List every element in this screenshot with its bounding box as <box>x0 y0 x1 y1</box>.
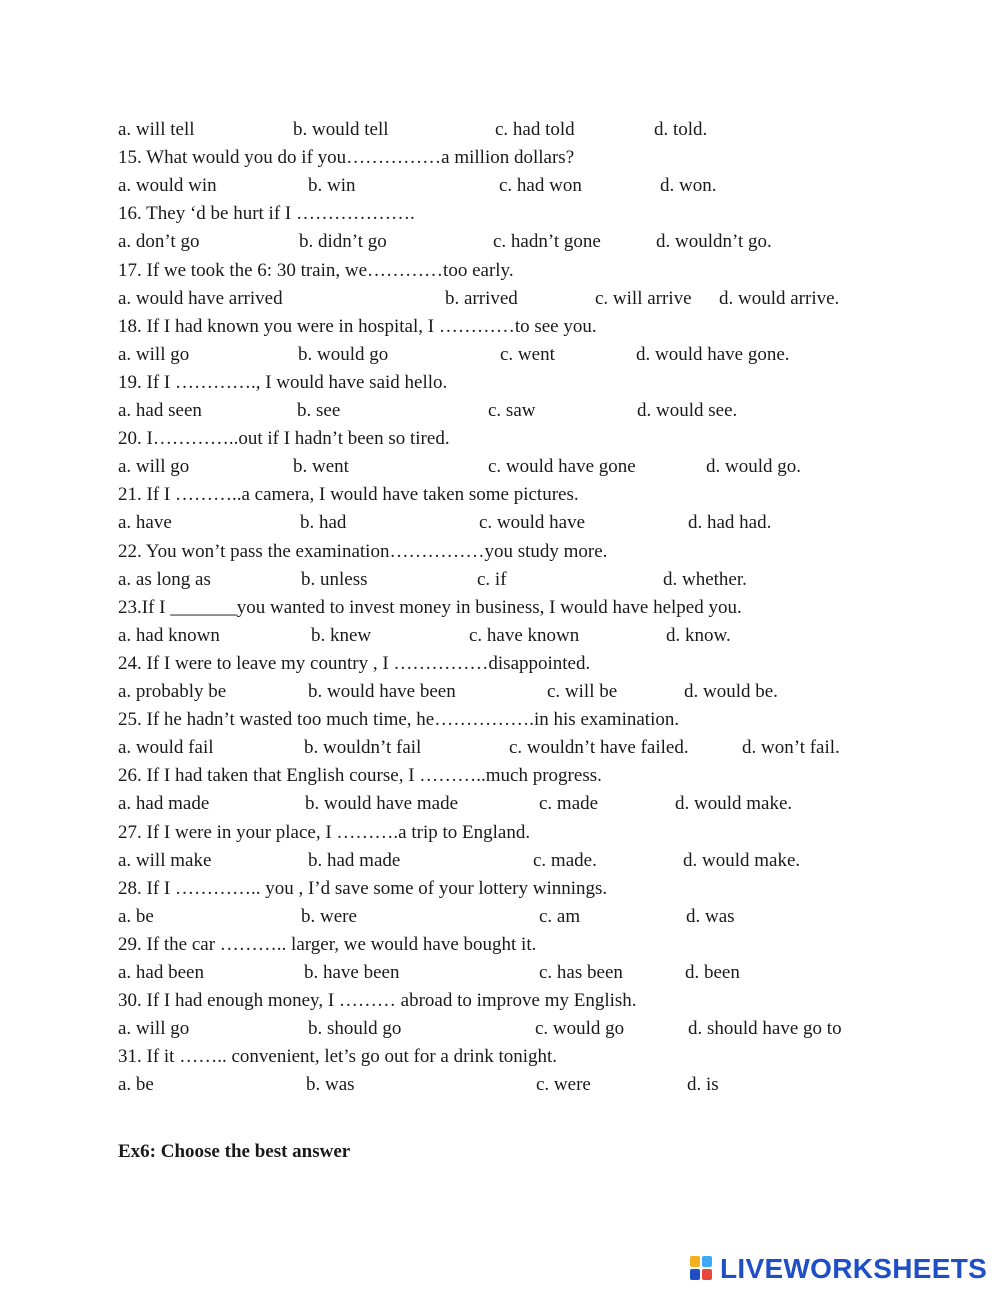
answer-option[interactable]: b. went <box>293 456 349 478</box>
answer-option[interactable]: d. won’t fail. <box>742 737 840 759</box>
answer-option[interactable]: c. had won <box>499 175 582 197</box>
question-text: 30. If I had enough money, I ……… abroad to improve my English. <box>118 990 637 1012</box>
question-text: 28. If I ………….. you , I’d save some of your lottery winnings. <box>118 877 608 899</box>
answer-option[interactable]: b. were <box>301 905 357 927</box>
answer-options-row <box>118 228 898 256</box>
answer-options-row <box>118 285 898 313</box>
answer-option[interactable]: b. knew <box>311 624 372 646</box>
answer-option[interactable]: b. didn’t go <box>299 231 387 253</box>
answer-option[interactable]: a. will go <box>118 456 190 478</box>
answer-option[interactable]: b. should go <box>308 1018 402 1040</box>
answer-option[interactable]: c. if <box>477 568 507 590</box>
answer-option[interactable]: a. be <box>118 905 154 927</box>
answer-option[interactable]: d. wouldn’t go. <box>656 231 772 253</box>
answer-options-row <box>118 1071 898 1099</box>
answer-options-row <box>118 509 898 537</box>
question-text: 19. If I …………., I would have said hello. <box>118 371 448 393</box>
answer-option[interactable]: c. saw <box>488 400 536 421</box>
answer-option[interactable]: c. had told <box>495 119 575 140</box>
answer-option[interactable]: b. arrived <box>445 287 518 309</box>
answer-option[interactable]: b. wouldn’t fail <box>304 737 422 759</box>
question-text: 15. What would you do if you……………a million dollars? <box>118 147 575 169</box>
question-text: 16. They ‘d be hurt if I ………………. <box>118 203 415 225</box>
liveworksheets-logo <box>690 1254 987 1284</box>
answer-option[interactable]: d. told. <box>654 119 708 140</box>
answer-options-row <box>118 734 898 762</box>
answer-option[interactable]: d. should have go to <box>688 1018 842 1040</box>
answer-option[interactable]: a. would win <box>118 175 217 197</box>
answer-option[interactable]: d. whether. <box>663 568 747 590</box>
question-text: 23.If I _______you wanted to invest money in business, I would have helped you. <box>118 596 742 618</box>
answer-option[interactable]: d. would have gone. <box>636 343 790 365</box>
answer-option[interactable]: a. don’t go <box>118 231 200 253</box>
answer-option[interactable]: a. have <box>118 512 172 534</box>
answer-option[interactable]: c. were <box>536 1074 591 1096</box>
answer-options-row <box>118 847 898 875</box>
question-text: 24. If I were to leave my country , I ……………disappointed. <box>118 652 591 674</box>
answer-options-row <box>118 903 898 931</box>
question-text: 21. If I ………..a camera, I would have taken some pictures. <box>118 484 579 506</box>
answer-option[interactable]: a. be <box>118 1074 154 1096</box>
answer-option[interactable]: b. would go <box>298 343 389 365</box>
answer-option[interactable]: c. would have gone <box>488 456 636 478</box>
answer-options-row <box>118 397 898 425</box>
answer-option[interactable]: b. win <box>308 175 356 197</box>
answer-option[interactable]: b. see <box>297 400 341 421</box>
answer-option[interactable]: c. wouldn’t have failed. <box>509 737 689 759</box>
question-text: 17. If we took the 6: 30 train, we…………too early. <box>118 259 514 281</box>
answer-option[interactable]: c. made. <box>533 849 597 871</box>
answer-option[interactable]: a. will go <box>118 343 190 365</box>
answer-option[interactable]: c. went <box>500 343 555 365</box>
answer-option[interactable]: a. had been <box>118 962 204 983</box>
question-text: 26. If I had taken that English course, I ………..much progress. <box>118 765 602 787</box>
answer-options-row <box>118 566 898 594</box>
answer-option[interactable]: d. would make. <box>683 849 801 871</box>
answer-options-row <box>118 622 898 650</box>
answer-option[interactable]: d. would arrive. <box>719 287 840 309</box>
answer-option[interactable]: c. made <box>539 793 599 815</box>
answer-option[interactable]: b. had made <box>308 849 401 871</box>
answer-options-row <box>118 172 898 200</box>
answer-options-row <box>118 116 898 144</box>
answer-option[interactable]: b. would have been <box>308 681 456 702</box>
answer-option[interactable]: d. would see. <box>637 400 738 421</box>
question-text: 27. If I were in your place, I ……….a trip to England. <box>118 821 531 843</box>
answer-option[interactable]: c. will arrive <box>595 287 692 309</box>
answer-option[interactable]: d. had had. <box>688 512 772 534</box>
answer-option[interactable]: d. is <box>687 1074 719 1096</box>
answer-option[interactable]: c. has been <box>539 962 623 983</box>
answer-options-row <box>118 1015 898 1043</box>
answer-option[interactable]: d. been <box>685 962 740 983</box>
answer-option[interactable]: a. will make <box>118 849 212 871</box>
answer-option[interactable]: d. would be. <box>684 681 778 702</box>
answer-option[interactable]: d. would make. <box>675 793 793 815</box>
answer-option[interactable]: b. was <box>306 1074 355 1096</box>
question-text: 29. If the car ……….. larger, we would have bought it. <box>118 933 537 955</box>
answer-options-row <box>118 678 898 706</box>
liveworksheets-logo-icon <box>690 1256 714 1282</box>
answer-option[interactable]: d. won. <box>660 175 717 197</box>
question-text: 25. If he hadn’t wasted too much time, he…………….in his examination. <box>118 709 680 731</box>
answer-option[interactable]: c. would go <box>535 1018 625 1040</box>
answer-option[interactable]: a. had known <box>118 624 220 646</box>
answer-option[interactable]: d. was <box>686 905 735 927</box>
answer-options-row <box>118 959 898 987</box>
answer-option[interactable]: a. as long as <box>118 568 211 590</box>
answer-option[interactable]: a. will tell <box>118 119 195 140</box>
answer-option[interactable]: b. had <box>300 512 347 534</box>
answer-option[interactable]: b. would have made <box>305 793 459 815</box>
question-text: 20. I…………..out if I hadn’t been so tired. <box>118 428 450 450</box>
question-text: 18. If I had known you were in hospital, I …………to see you. <box>118 315 597 337</box>
exercise-heading: Ex6: Choose the best answer <box>118 1141 351 1162</box>
question-text: 31. If it …….. convenient, let’s go out for a drink tonight. <box>118 1046 558 1068</box>
answer-option[interactable]: c. would have <box>479 512 586 534</box>
answer-option[interactable]: a. probably be <box>118 681 227 702</box>
answer-option[interactable]: b. have been <box>304 962 400 983</box>
answer-option[interactable]: a. would have arrived <box>118 287 283 309</box>
answer-option[interactable]: a. had seen <box>118 400 202 421</box>
answer-option[interactable]: c. have known <box>469 624 580 646</box>
answer-options-row <box>118 790 898 818</box>
answer-option[interactable]: b. would tell <box>293 119 389 140</box>
logo-text: LIVEWORKSHEETS <box>720 1253 988 1284</box>
answer-option[interactable]: a. will go <box>118 1018 190 1040</box>
answer-option[interactable]: b. unless <box>301 568 368 590</box>
answer-option[interactable]: c. am <box>539 905 581 927</box>
answer-option[interactable]: a. had made <box>118 793 210 815</box>
answer-options-row <box>118 341 898 369</box>
answer-options-row <box>118 453 898 481</box>
answer-option[interactable]: c. will be <box>547 681 618 702</box>
answer-option[interactable]: d. would go. <box>706 456 801 478</box>
answer-option[interactable]: a. would fail <box>118 737 214 759</box>
answer-option[interactable]: d. know. <box>666 624 731 646</box>
question-text: 22. You won’t pass the examination……………you study more. <box>118 540 608 562</box>
answer-option[interactable]: c. hadn’t gone <box>493 231 601 253</box>
